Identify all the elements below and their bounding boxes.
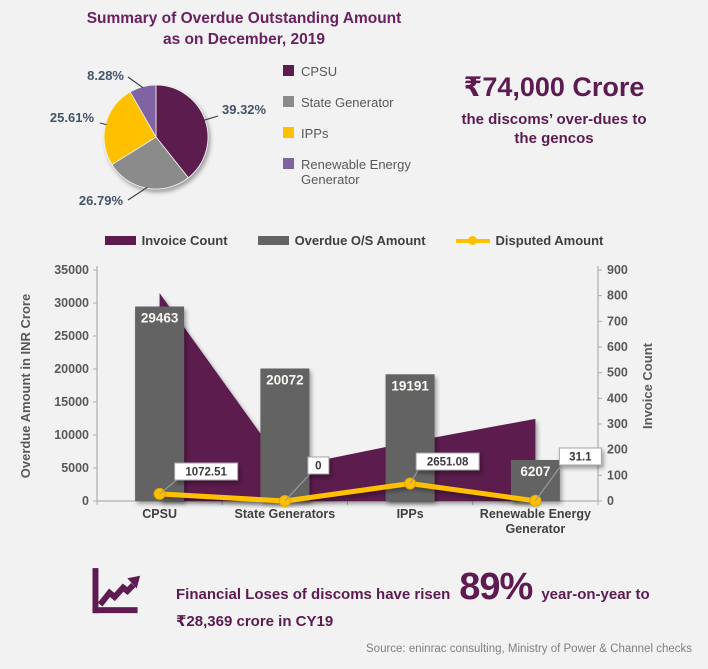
disputed-line-marker	[405, 478, 416, 489]
legend-label: Disputed Amount	[495, 233, 604, 248]
left-axis-tick-label: 35000	[54, 263, 89, 277]
source-note: Source: eninrac consulting, Ministry of Power & Channel checks	[366, 643, 692, 655]
highlight-caption	[408, 110, 700, 148]
highlight-caption-line1: the discoms’ over-dues to	[461, 111, 647, 128]
left-axis-tick-label: 25000	[54, 329, 89, 343]
pie-legend-item-renewable	[283, 157, 443, 187]
bar-value-label: 6207	[520, 464, 551, 479]
callout-value: 1072.51	[185, 466, 227, 479]
legend-item-overdue-amount	[258, 233, 426, 248]
category-label: Renewable Energy	[479, 507, 591, 521]
pie-slice	[156, 85, 208, 178]
ipps-swatch-icon	[283, 127, 294, 138]
legend-item-invoice-count	[105, 233, 228, 248]
footer-text-after: year-on-year to	[541, 586, 650, 603]
left-axis-tick-label: 0	[82, 494, 89, 508]
right-axis-tick-label: 100	[607, 468, 628, 483]
bar-value-label: 29463	[140, 310, 179, 326]
combo-chart	[0, 252, 708, 552]
footer-text-before: Financial Loses of discoms have risen	[176, 586, 451, 603]
left-axis-tick-label: 5000	[61, 461, 89, 475]
pie-data-label: 25.61%	[49, 110, 94, 125]
callout-value: 2651.08	[426, 456, 469, 469]
pie-slice	[130, 85, 156, 137]
pie-callout-line	[204, 116, 218, 120]
left-axis-tick-label: 20000	[54, 362, 89, 376]
left-axis-tick-label: 30000	[54, 296, 89, 310]
right-axis-tick-label: 900	[607, 263, 628, 277]
footer-line2: ₹28,369 crore in CY19	[176, 613, 334, 630]
invoice-count-swatch-icon	[105, 236, 136, 245]
right-axis-tick-label: 800	[607, 288, 628, 303]
bar-value-label: 19191	[391, 378, 429, 394]
right-axis-tick-label: 0	[607, 494, 614, 508]
pie-callout-line	[100, 123, 107, 125]
highlight-block	[408, 72, 700, 148]
left-axis-tick-label: 15000	[54, 395, 89, 409]
right-axis-tick-label: 300	[607, 417, 628, 431]
overdue-amount-bar	[260, 369, 309, 502]
pie-legend-label: State Generator	[301, 95, 394, 110]
right-axis-tick-label: 500	[607, 365, 628, 380]
right-axis-tick-label: 600	[607, 340, 628, 354]
pie-slice	[104, 92, 156, 165]
pie-chart	[18, 50, 318, 228]
legend-item-disputed-amount	[456, 233, 604, 248]
renewable-swatch-icon	[283, 158, 294, 169]
pie-data-label: 26.79%	[78, 193, 123, 208]
pie-slices	[104, 85, 208, 189]
bar-value-label: 20072	[266, 372, 304, 388]
footer-banner	[176, 566, 696, 630]
right-axis-tick-label: 400	[607, 391, 628, 406]
pie-callout-line	[128, 187, 147, 200]
state-generator-swatch-icon	[283, 96, 294, 107]
title-line-2: as on December, 2019	[163, 31, 325, 48]
right-axis-tick-label: 200	[607, 442, 628, 457]
highlight-caption-line2: the gencos	[514, 130, 594, 147]
category-label: IPPs	[396, 507, 424, 521]
callout-value: 31.1	[569, 451, 592, 464]
highlight-amount: ₹74,000 Crore	[463, 72, 645, 102]
right-axis-title: Invoice Count	[640, 343, 655, 429]
callout-value: 0	[315, 460, 322, 473]
chart-title	[18, 8, 470, 50]
left-axis-tick-label: 10000	[54, 428, 89, 442]
footer-stat: 89%	[459, 566, 533, 608]
combo-legend	[0, 233, 708, 248]
title-line-1: Summary of Overdue Outstanding Amount	[86, 10, 402, 27]
disputed-amount-line-swatch-icon	[456, 236, 490, 245]
category-label: State Generators	[234, 507, 336, 521]
cpsu-swatch-icon	[283, 65, 294, 76]
left-axis-title: Overdue Amount in INR Crore	[18, 293, 33, 479]
trend-up-chart-icon	[84, 560, 152, 628]
legend-label: Invoice Count	[141, 233, 228, 248]
overdue-amount-swatch-icon	[258, 236, 289, 245]
category-label: Generator	[505, 522, 566, 536]
pie-legend-label: Renewable Energy Generator	[301, 157, 411, 187]
pie-legend-label: CPSU	[301, 64, 338, 79]
pie-slice	[112, 137, 188, 189]
category-label: CPSU	[142, 507, 177, 521]
pie-legend-label: IPPs	[301, 126, 329, 141]
pie-data-label: 8.28%	[87, 68, 124, 83]
footer-statement	[176, 566, 696, 609]
pie-data-label: 39.32%	[222, 102, 267, 117]
legend-label: Overdue O/S Amount	[294, 233, 426, 248]
pie-callout-line	[128, 77, 143, 88]
right-axis-tick-label: 700	[607, 314, 628, 329]
